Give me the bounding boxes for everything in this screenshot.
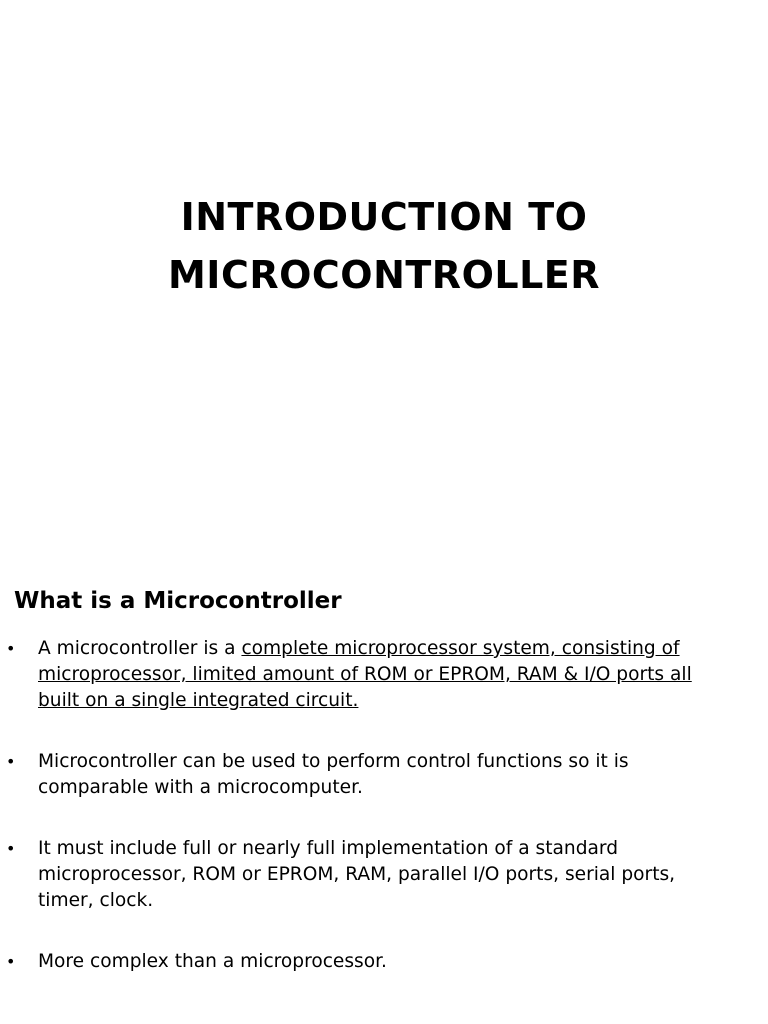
bullet-text: More complex than a microprocessor.	[38, 951, 387, 972]
bullet-text: Microcontroller can be used to perform control functions so it is comparable with a microcomputer.	[38, 751, 629, 798]
slide-title-line-1: INTRODUCTION TO	[180, 195, 588, 239]
list-item	[0, 949, 768, 975]
slide-title-line-2: MICROCONTROLLER	[167, 253, 601, 297]
bullet-text: It must include full or nearly full implementation of a standard microprocessor, ROM or EPROM, RAM, parallel I/O ports, serial ports, timer, clock.	[38, 838, 676, 911]
slide-title	[0, 188, 768, 304]
bullet-text: A microcontroller is a	[38, 638, 242, 659]
content-slide	[0, 560, 768, 1024]
list-item	[0, 749, 768, 801]
list-item	[0, 636, 768, 714]
bullet-list	[0, 636, 768, 975]
bullet-icon: •	[6, 639, 16, 658]
bullet-icon: •	[6, 752, 16, 771]
bullet-icon: •	[6, 952, 16, 971]
list-item	[0, 836, 768, 914]
section-heading: What is a Microcontroller	[14, 588, 342, 614]
bullet-text-underlined: complete microprocessor system, consisting of microprocessor, limited amount of ROM or EPROM, RAM & I/O ports all built on a single integrated circuit.	[38, 638, 692, 711]
bullet-icon: •	[6, 839, 16, 858]
